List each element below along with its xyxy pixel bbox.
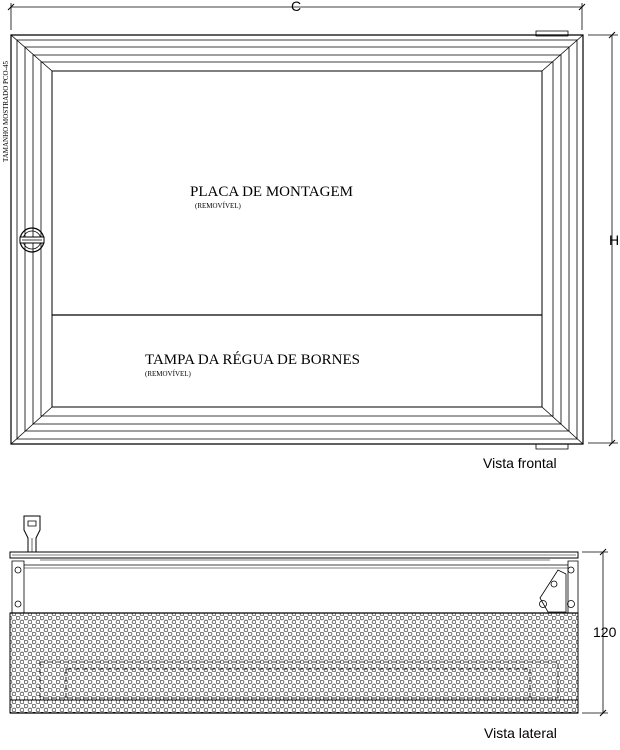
height-dimension-label: H: [608, 232, 620, 248]
front-view: [2, 0, 619, 471]
depth-dimension-label: 120: [593, 624, 617, 640]
width-dimension-label: C: [290, 0, 302, 14]
terminal-cover-note: (REMOVÍVEL): [145, 370, 191, 378]
front-view-caption: Vista frontal: [483, 455, 557, 471]
side-view-caption: Vista lateral: [484, 725, 557, 741]
key-icon: [24, 516, 40, 552]
mounting-plate-label: PLACA DE MONTAGEM: [190, 184, 353, 200]
lock-icon: [20, 228, 44, 252]
mounting-plate-note: (REMOVÍVEL): [195, 202, 241, 210]
side-view: [10, 516, 617, 741]
terminal-cover-label: TAMPA DA RÉGUA DE BORNES: [145, 352, 360, 368]
bottom-hinge-tab: [536, 444, 568, 449]
hinge-bracket: [540, 567, 575, 612]
left-fasteners: [15, 567, 21, 607]
side-note: TAMANHO MOSTRADO PCO-45: [2, 61, 10, 162]
door-frame: [11, 35, 583, 444]
box-lid: [10, 552, 578, 613]
